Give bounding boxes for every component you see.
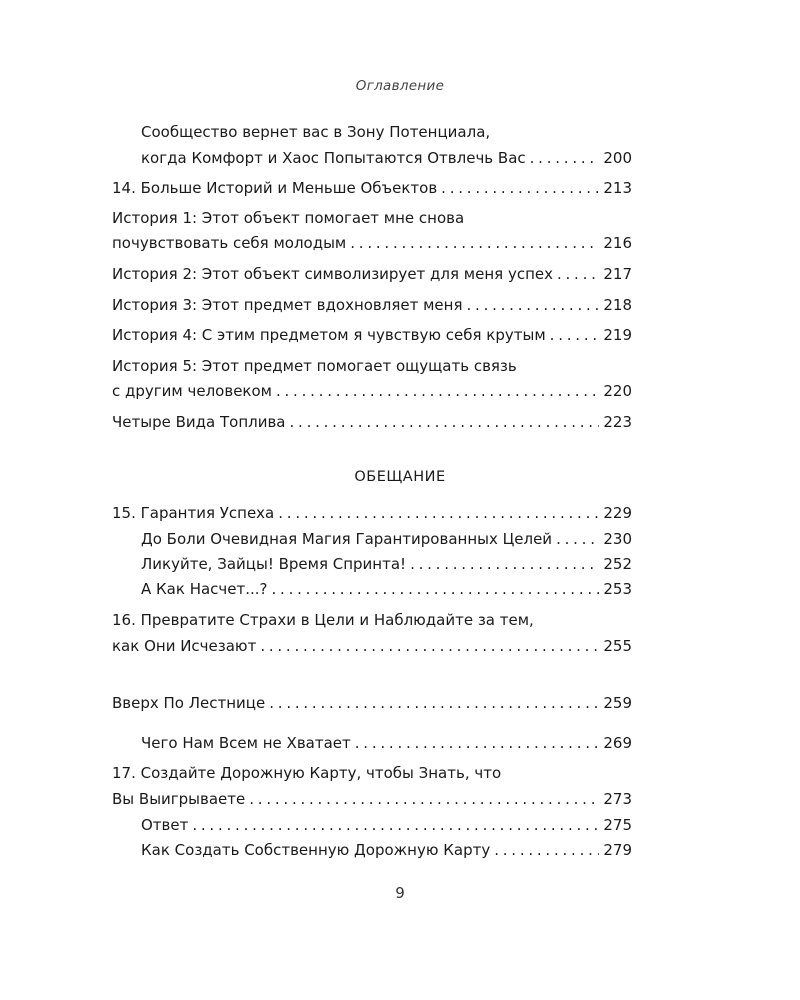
leader-dots xyxy=(278,503,599,523)
toc-entry-page: 269 xyxy=(603,734,632,752)
toc-entry-page: 223 xyxy=(603,413,632,431)
toc-entry-page: 219 xyxy=(603,326,632,344)
toc-entry xyxy=(112,325,632,345)
leader-dots xyxy=(249,789,599,809)
toc-entry-title: 14. Больше Историй и Меньше Объектов xyxy=(112,179,438,197)
running-header: Оглавление xyxy=(355,78,445,94)
toc-entry-page: 259 xyxy=(603,694,632,712)
toc-entry xyxy=(141,579,632,599)
toc-entry-title: Чего Нам Всем не Хватает xyxy=(141,734,351,752)
leader-dots xyxy=(494,840,599,860)
leader-dots xyxy=(557,264,599,284)
leader-dots xyxy=(260,636,599,656)
toc-entry-title: когда Комфорт и Хаос Попытаются Отвлечь Вас xyxy=(141,149,526,167)
toc-entry-line: История 1: Этот объект помогает мне снова xyxy=(112,209,465,227)
toc-entry-line: Сообщество вернет вас в Зону Потенциала, xyxy=(141,123,491,141)
toc-entry-title: Ликуйте, Зайцы! Время Спринта! xyxy=(141,555,407,573)
toc-entry-title: Четыре Вида Топлива xyxy=(112,413,286,431)
toc-entry xyxy=(141,840,632,860)
leader-dots xyxy=(350,233,599,253)
toc-entry-page: 220 xyxy=(603,382,632,400)
toc-entry-page: 279 xyxy=(603,841,632,859)
leader-dots xyxy=(355,733,600,753)
toc-entry xyxy=(141,529,632,549)
toc-entry xyxy=(141,554,632,574)
toc-entry-page: 252 xyxy=(603,555,632,573)
leader-dots xyxy=(441,178,599,198)
toc-entry xyxy=(141,148,632,168)
leader-dots xyxy=(272,579,600,599)
leader-dots xyxy=(410,554,599,574)
toc-entry xyxy=(141,815,632,835)
toc-entry-page: 213 xyxy=(603,179,632,197)
toc-chapter-entry xyxy=(112,789,632,809)
leader-dots xyxy=(269,693,599,713)
toc-entry-page: 273 xyxy=(603,790,632,808)
toc-entry-title: почувствовать себя молодым xyxy=(112,234,347,252)
toc-entry-page: 229 xyxy=(603,504,632,522)
toc-entry-page: 217 xyxy=(603,265,632,283)
leader-dots xyxy=(276,381,599,401)
toc-entry-title: Вы Выигрываете xyxy=(112,790,246,808)
toc-entry-page: 255 xyxy=(603,637,632,655)
section-title: ОБЕЩАНИЕ xyxy=(354,469,446,485)
leader-dots xyxy=(192,815,599,835)
toc-entry-title: 15. Гарантия Успеха xyxy=(112,504,275,522)
toc-entry-page: 200 xyxy=(603,149,632,167)
page-number: 9 xyxy=(395,884,405,902)
toc-entry-title: До Боли Очевидная Магия Гарантированных Целей xyxy=(141,530,553,548)
leader-dots xyxy=(556,529,599,549)
toc-entry-page: 218 xyxy=(603,296,632,314)
toc-chapter-entry xyxy=(112,178,632,198)
toc-chapter-entry xyxy=(112,636,632,656)
toc-entry-title: История 4: С этим предметом я чувствую себя крутым xyxy=(112,326,546,344)
toc-entry xyxy=(112,412,632,432)
toc-entry-title: История 2: Этот объект символизирует для меня успех xyxy=(112,265,553,283)
toc-entry xyxy=(112,381,632,401)
toc-entry xyxy=(112,264,632,284)
toc-entry-line: 16. Превратите Страхи в Цели и Наблюдайте за тем, xyxy=(112,611,534,629)
leader-dots xyxy=(290,412,600,432)
toc-entry xyxy=(112,295,632,315)
toc-entry-title: Как Создать Собственную Дорожную Карту xyxy=(141,841,491,859)
toc-entry xyxy=(112,233,632,253)
leader-dots xyxy=(550,325,600,345)
toc-entry-title: А Как Насчет...? xyxy=(141,580,268,598)
toc-entry-title: Ответ xyxy=(141,816,189,834)
toc-entry xyxy=(141,733,632,753)
toc-entry-title: с другим человеком xyxy=(112,382,272,400)
leader-dots xyxy=(530,148,600,168)
toc-entry-page: 275 xyxy=(603,816,632,834)
leader-dots xyxy=(467,295,600,315)
toc-entry-title: как Они Исчезают xyxy=(112,637,257,655)
toc-entry-line: 17. Создайте Дорожную Карту, чтобы Знать, что xyxy=(112,764,502,782)
toc-entry xyxy=(112,693,632,713)
toc-entry-page: 230 xyxy=(603,530,632,548)
toc-entry-title: История 3: Этот предмет вдохновляет меня xyxy=(112,296,463,314)
toc-entry-line: История 5: Этот предмет помогает ощущать связь xyxy=(112,357,517,375)
toc-entry-title: Вверх По Лестнице xyxy=(112,694,266,712)
toc-entry-page: 253 xyxy=(603,580,632,598)
toc-entry-page: 216 xyxy=(603,234,632,252)
toc-chapter-entry xyxy=(112,503,632,523)
